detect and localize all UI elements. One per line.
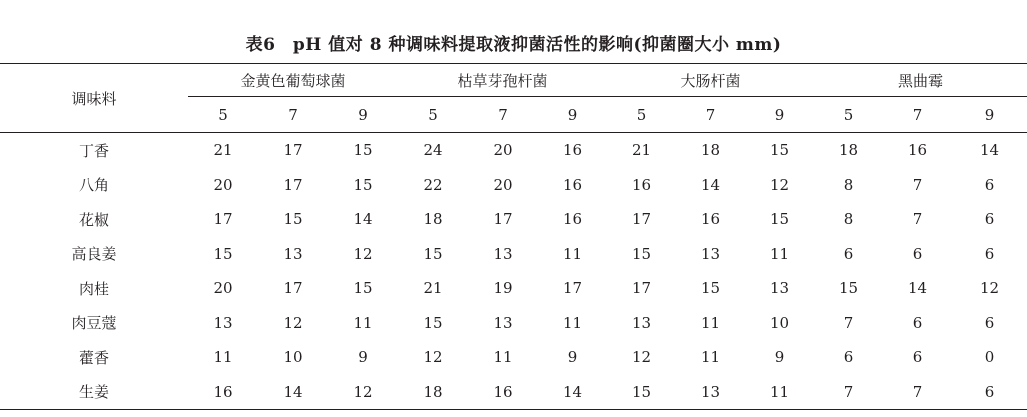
table-cell: 12 — [328, 375, 398, 410]
table-cell: 16 — [907, 141, 928, 160]
table-cell: 11 — [769, 244, 790, 263]
ph-header: 9 — [538, 97, 607, 133]
table-cell: 15 — [769, 210, 790, 229]
table-cell: 7 — [843, 313, 854, 332]
table-cell: 17 — [283, 175, 303, 194]
table-cell: 14 — [979, 141, 1000, 160]
table-cell: 15 — [631, 244, 652, 263]
table-cell: 13 — [213, 313, 233, 332]
table-cell: 11 — [745, 375, 814, 410]
table-cell: 7 — [883, 375, 952, 410]
table-cell: 6 — [912, 348, 923, 367]
table-cell: 17 — [213, 210, 233, 229]
table-cell: 15 — [283, 210, 303, 229]
row-label: 生姜 — [0, 375, 188, 410]
table-row — [0, 202, 1027, 237]
table-row — [0, 306, 1027, 341]
table-cell: 17 — [631, 279, 652, 298]
row-label: 藿香 — [78, 348, 109, 367]
row-label: 高良姜 — [71, 245, 117, 264]
table-cell: 6 — [952, 375, 1027, 410]
table-cell: 15 — [700, 279, 721, 298]
table-cell: 6 — [843, 348, 854, 367]
table-cell: 11 — [562, 313, 583, 332]
row-label: 八角 — [78, 176, 109, 195]
group-header: 大肠杆菌 — [607, 64, 814, 97]
table-cell: 16 — [631, 175, 652, 194]
ph-header: 7 — [676, 97, 745, 133]
table-cell: 9 — [774, 348, 785, 367]
table-cell: 13 — [676, 375, 745, 410]
table-cell: 11 — [562, 244, 583, 263]
ph-header: 5 — [607, 97, 676, 133]
table-cell: 16 — [188, 375, 258, 410]
table-cell: 11 — [700, 313, 721, 332]
ph-header: 5 — [398, 97, 468, 133]
table-cell: 17 — [631, 210, 652, 229]
group-header: 金黄色葡萄球菌 — [188, 64, 398, 97]
table-cell: 6 — [984, 313, 995, 332]
ph-header: 9 — [745, 97, 814, 133]
ph-header: 7 — [258, 97, 328, 133]
table-row — [0, 375, 1027, 410]
table-row — [0, 271, 1027, 306]
row-label: 花椒 — [78, 210, 109, 229]
table-cell: 9 — [567, 348, 578, 367]
ph-header: 9 — [328, 97, 398, 133]
group-header: 黑曲霉 — [814, 64, 1027, 97]
table-cell: 18 — [423, 210, 443, 229]
table-cell: 12 — [979, 279, 1000, 298]
table-cell: 12 — [423, 348, 443, 367]
table-cell: 13 — [493, 244, 513, 263]
table-cell: 16 — [562, 175, 583, 194]
group-header: 枯草芽孢杆菌 — [398, 64, 607, 97]
table-cell: 17 — [283, 279, 303, 298]
table-cell: 11 — [213, 348, 233, 367]
table-cell: 15 — [353, 279, 373, 298]
table-cell: 19 — [493, 279, 513, 298]
ph-header: 7 — [468, 97, 538, 133]
table-cell: 6 — [984, 210, 995, 229]
table-cell: 11 — [700, 348, 721, 367]
table-cell: 16 — [468, 375, 538, 410]
table-cell: 16 — [562, 141, 583, 160]
row-header: 调味料 — [0, 64, 188, 133]
table-cell: 8 — [843, 175, 854, 194]
table-cell: 20 — [493, 175, 513, 194]
table-row — [0, 237, 1027, 272]
table-caption: 表6 pH 值对 8 种调味料提取液抑菌活性的影响(抑菌圈大小 mm) — [245, 35, 782, 55]
ph-header: 5 — [188, 97, 258, 133]
table-cell: 15 — [353, 141, 373, 160]
table-cell: 15 — [423, 244, 443, 263]
ph-header: 5 — [814, 97, 883, 133]
table-cell: 13 — [631, 313, 652, 332]
table-cell: 13 — [493, 313, 513, 332]
table-cell: 21 — [423, 279, 443, 298]
table-cell: 17 — [562, 279, 583, 298]
table-cell: 16 — [562, 210, 583, 229]
ph-header: 7 — [883, 97, 952, 133]
table-cell: 12 — [353, 244, 373, 263]
row-label: 肉桂 — [78, 279, 109, 298]
table-cell: 20 — [213, 279, 233, 298]
table-cell: 7 — [912, 210, 923, 229]
table-cell: 12 — [631, 348, 652, 367]
ph-header: 9 — [952, 97, 1027, 133]
row-label: 丁香 — [78, 141, 109, 160]
table-cell: 7 — [912, 175, 923, 194]
table-cell: 6 — [984, 175, 995, 194]
table-body — [0, 133, 1027, 410]
table-cell: 24 — [423, 141, 443, 160]
table-cell: 21 — [631, 141, 652, 160]
table-cell: 12 — [283, 313, 303, 332]
table-cell: 16 — [700, 210, 721, 229]
table-cell: 14 — [353, 210, 373, 229]
table-cell: 6 — [912, 244, 923, 263]
table-cell: 9 — [358, 348, 368, 367]
table-cell: 10 — [283, 348, 303, 367]
row-label: 肉豆蔻 — [71, 314, 117, 333]
table-cell: 22 — [423, 175, 443, 194]
table-cell: 13 — [769, 279, 790, 298]
table-cell: 17 — [283, 141, 303, 160]
table-cell: 14 — [907, 279, 928, 298]
table-cell: 11 — [353, 313, 373, 332]
table-row — [0, 133, 1027, 168]
table-cell: 18 — [700, 141, 721, 160]
table-cell: 18 — [398, 375, 468, 410]
table-row — [0, 340, 1027, 375]
table-cell: 15 — [353, 175, 373, 194]
table-cell: 20 — [213, 175, 233, 194]
table-cell: 12 — [769, 175, 790, 194]
table-cell: 15 — [838, 279, 859, 298]
table-cell: 14 — [538, 375, 607, 410]
table-row — [0, 168, 1027, 203]
table-cell: 6 — [984, 244, 995, 263]
table-cell: 8 — [843, 210, 854, 229]
table-cell: 21 — [213, 141, 233, 160]
table-cell: 14 — [700, 175, 721, 194]
table-cell: 0 — [984, 348, 995, 367]
table-cell: 13 — [700, 244, 721, 263]
data-table — [0, 63, 1027, 410]
table-cell: 17 — [493, 210, 513, 229]
table-cell: 15 — [213, 244, 233, 263]
table-cell: 15 — [423, 313, 443, 332]
table-cell: 11 — [493, 348, 513, 367]
table-cell: 14 — [258, 375, 328, 410]
table-cell: 6 — [843, 244, 854, 263]
table-cell: 6 — [912, 313, 923, 332]
table-cell: 7 — [814, 375, 883, 410]
table-cell: 18 — [838, 141, 859, 160]
table-cell: 15 — [769, 141, 790, 160]
table-cell: 20 — [493, 141, 513, 160]
table-cell: 10 — [769, 313, 790, 332]
table-cell: 15 — [607, 375, 676, 410]
table-cell: 13 — [283, 244, 303, 263]
